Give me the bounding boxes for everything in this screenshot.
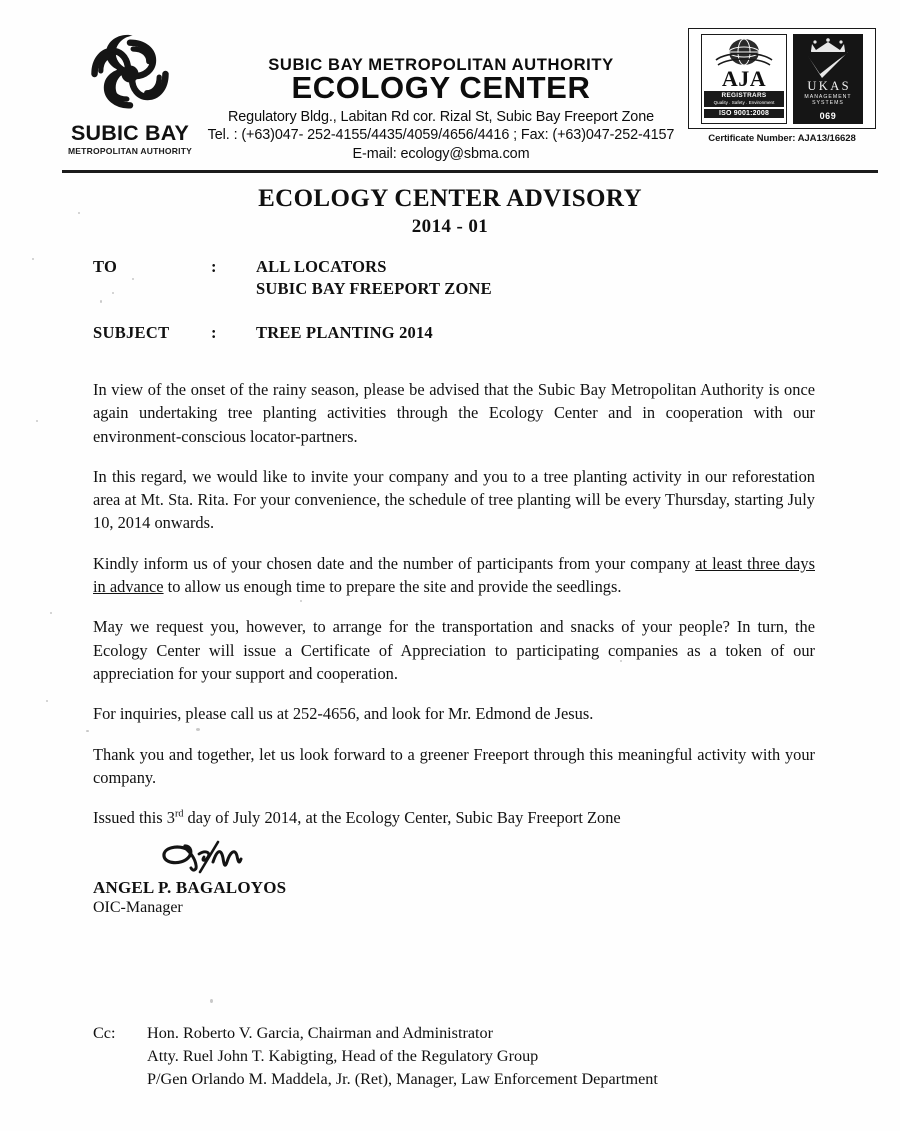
handwritten-signature	[155, 832, 285, 876]
scan-speck	[32, 258, 34, 260]
header-divider	[62, 170, 878, 173]
scan-speck	[300, 600, 302, 602]
scan-speck	[36, 420, 38, 422]
aja-name: AJA	[721, 66, 767, 91]
crown-icon	[808, 38, 848, 52]
body-paragraph-5: For inquiries, please call us at 252-4656, and look for Mr. Edmond de Jesus.	[93, 704, 594, 724]
letterhead	[0, 0, 900, 168]
para3-pre: Kindly inform us of your chosen date and the number of participants from your company	[93, 553, 696, 573]
scan-speck	[86, 730, 89, 732]
para3-emphasis: at least three days in advance	[93, 553, 815, 597]
subject-label: SUBJECT	[93, 322, 170, 342]
scan-speck	[50, 612, 52, 614]
scan-speck	[196, 728, 200, 731]
department-name: ECOLOGY CENTER	[291, 70, 591, 106]
certification-frame	[688, 28, 876, 129]
address-line: Regulatory Bldg., Labitan Rd cor. Rizal St, Subic Bay Freeport Zone	[227, 109, 655, 126]
advisory-number: 2014 - 01	[411, 215, 489, 237]
contact-details	[196, 108, 686, 163]
aja-registrars-text: REGISTRARS	[721, 91, 767, 99]
certificate-number: Certificate Number: AJA13/16628	[708, 133, 856, 144]
aja-tagline: Quality . Safety . Environment	[713, 99, 775, 105]
issued-post: day of July 2014, at the Ecology Center, Subic Bay Freeport Zone	[183, 808, 621, 828]
aja-certification-logo	[701, 34, 787, 124]
sbma-wordmark: SUBIC BAY	[70, 121, 190, 145]
body-paragraph-4: May we request you, however, to arrange for the transportation and snacks of your people? In turn, the Ecology Center will issue a Certificate of Appreciation to participating companies as a token of our appreciation for your support and cooperation.	[93, 617, 815, 683]
check-tick-icon	[806, 51, 850, 79]
organization-name: SUBIC BAY METROPOLITAN AUTHORITY	[268, 55, 614, 74]
ukas-certification-logo	[793, 34, 863, 124]
to-value-line2: SUBIC BAY FREEPORT ZONE	[256, 278, 492, 298]
document-title	[0, 184, 900, 239]
certification-block	[688, 28, 876, 144]
ukas-accreditation-number: 069	[819, 111, 837, 121]
cc-recipient: Hon. Roberto V. Garcia, Chairman and Administrator	[147, 1024, 494, 1042]
to-value-line1: ALL LOCATORS	[256, 257, 387, 276]
issued-pre: Issued this 3	[93, 808, 175, 828]
scan-speck	[210, 999, 213, 1003]
body-paragraph-6: Thank you and together, let us look forward to a greener Freeport through this meaningful activity with your company.	[93, 744, 815, 787]
aja-registrars-bar	[704, 91, 784, 107]
body-paragraph-2: In this regard, we would like to invite your company and you to a tree planting activity in our reforestation area at Mt. Sta. Rita. For your convenience, the schedule of tree planting will be every Thursday, starting July 10, 2014 onwards.	[93, 466, 815, 533]
email-line: E-mail: ecology@sbma.com	[352, 145, 530, 162]
signatory-name: ANGEL P. BAGALOYOS	[93, 878, 287, 897]
to-label: TO	[93, 257, 118, 276]
issued-ordinal: rd	[174, 808, 184, 820]
ukas-name: UKAS	[807, 79, 852, 93]
scan-speck	[620, 660, 622, 662]
body-paragraph-1: In view of the onset of the rainy season, please be advised that the Subic Bay Metropolitan Authority is once again undertaking tree planting activities through the Ecology Center and in cooperation with our environment-conscious locator-partners.	[93, 380, 815, 446]
body-paragraph-3	[93, 552, 815, 599]
to-row	[93, 256, 813, 300]
subject-value: TREE PLANTING 2014	[256, 322, 433, 342]
advisory-title: ECOLOGY CENTER ADVISORY	[258, 185, 642, 212]
scan-speck	[46, 700, 48, 702]
ukas-subtitle-line1: MANAGEMENT	[804, 93, 852, 100]
sbma-sub-wordmark: METROPOLITAN AUTHORITY	[67, 145, 193, 156]
cc-recipient-list	[147, 1022, 833, 1091]
scan-speck	[78, 212, 80, 214]
to-colon: :	[211, 257, 217, 276]
signatory-role: OIC-Manager	[93, 899, 183, 916]
subject-row	[93, 322, 813, 344]
aja-standard: ISO 9001:2008	[704, 109, 784, 118]
ukas-subtitle-line2: SYSTEMS	[812, 100, 844, 107]
to-value	[256, 256, 813, 300]
cc-recipient: Atty. Ruel John T. Kabigting, Head of the Regulatory Group	[147, 1047, 539, 1066]
sbma-logo-block	[62, 26, 198, 155]
cc-recipient: P/Gen Orlando M. Maddela, Jr. (Ret), Manager, Law Enforcement Department	[147, 1070, 658, 1089]
signature-block	[93, 832, 513, 917]
organization-heading	[196, 56, 686, 163]
ukas-subtitle	[804, 94, 851, 108]
letter-body	[93, 378, 815, 829]
phone-line: Tel. : (+63)047- 252-4155/4435/4059/4656/4416 ; Fax: (+63)047-252-4157	[207, 127, 675, 144]
scan-speck	[112, 292, 114, 294]
subject-colon: :	[211, 322, 217, 342]
scan-speck	[100, 300, 102, 303]
subic-bay-pinwheel-logo	[76, 26, 184, 122]
scan-speck	[132, 278, 134, 280]
cc-block	[93, 1022, 833, 1091]
advisory-meta	[93, 256, 813, 343]
para3-post: to allow us enough time to prepare the site and provide the seedlings.	[163, 577, 622, 597]
cc-label: Cc:	[93, 1024, 116, 1042]
issued-line	[93, 806, 815, 829]
